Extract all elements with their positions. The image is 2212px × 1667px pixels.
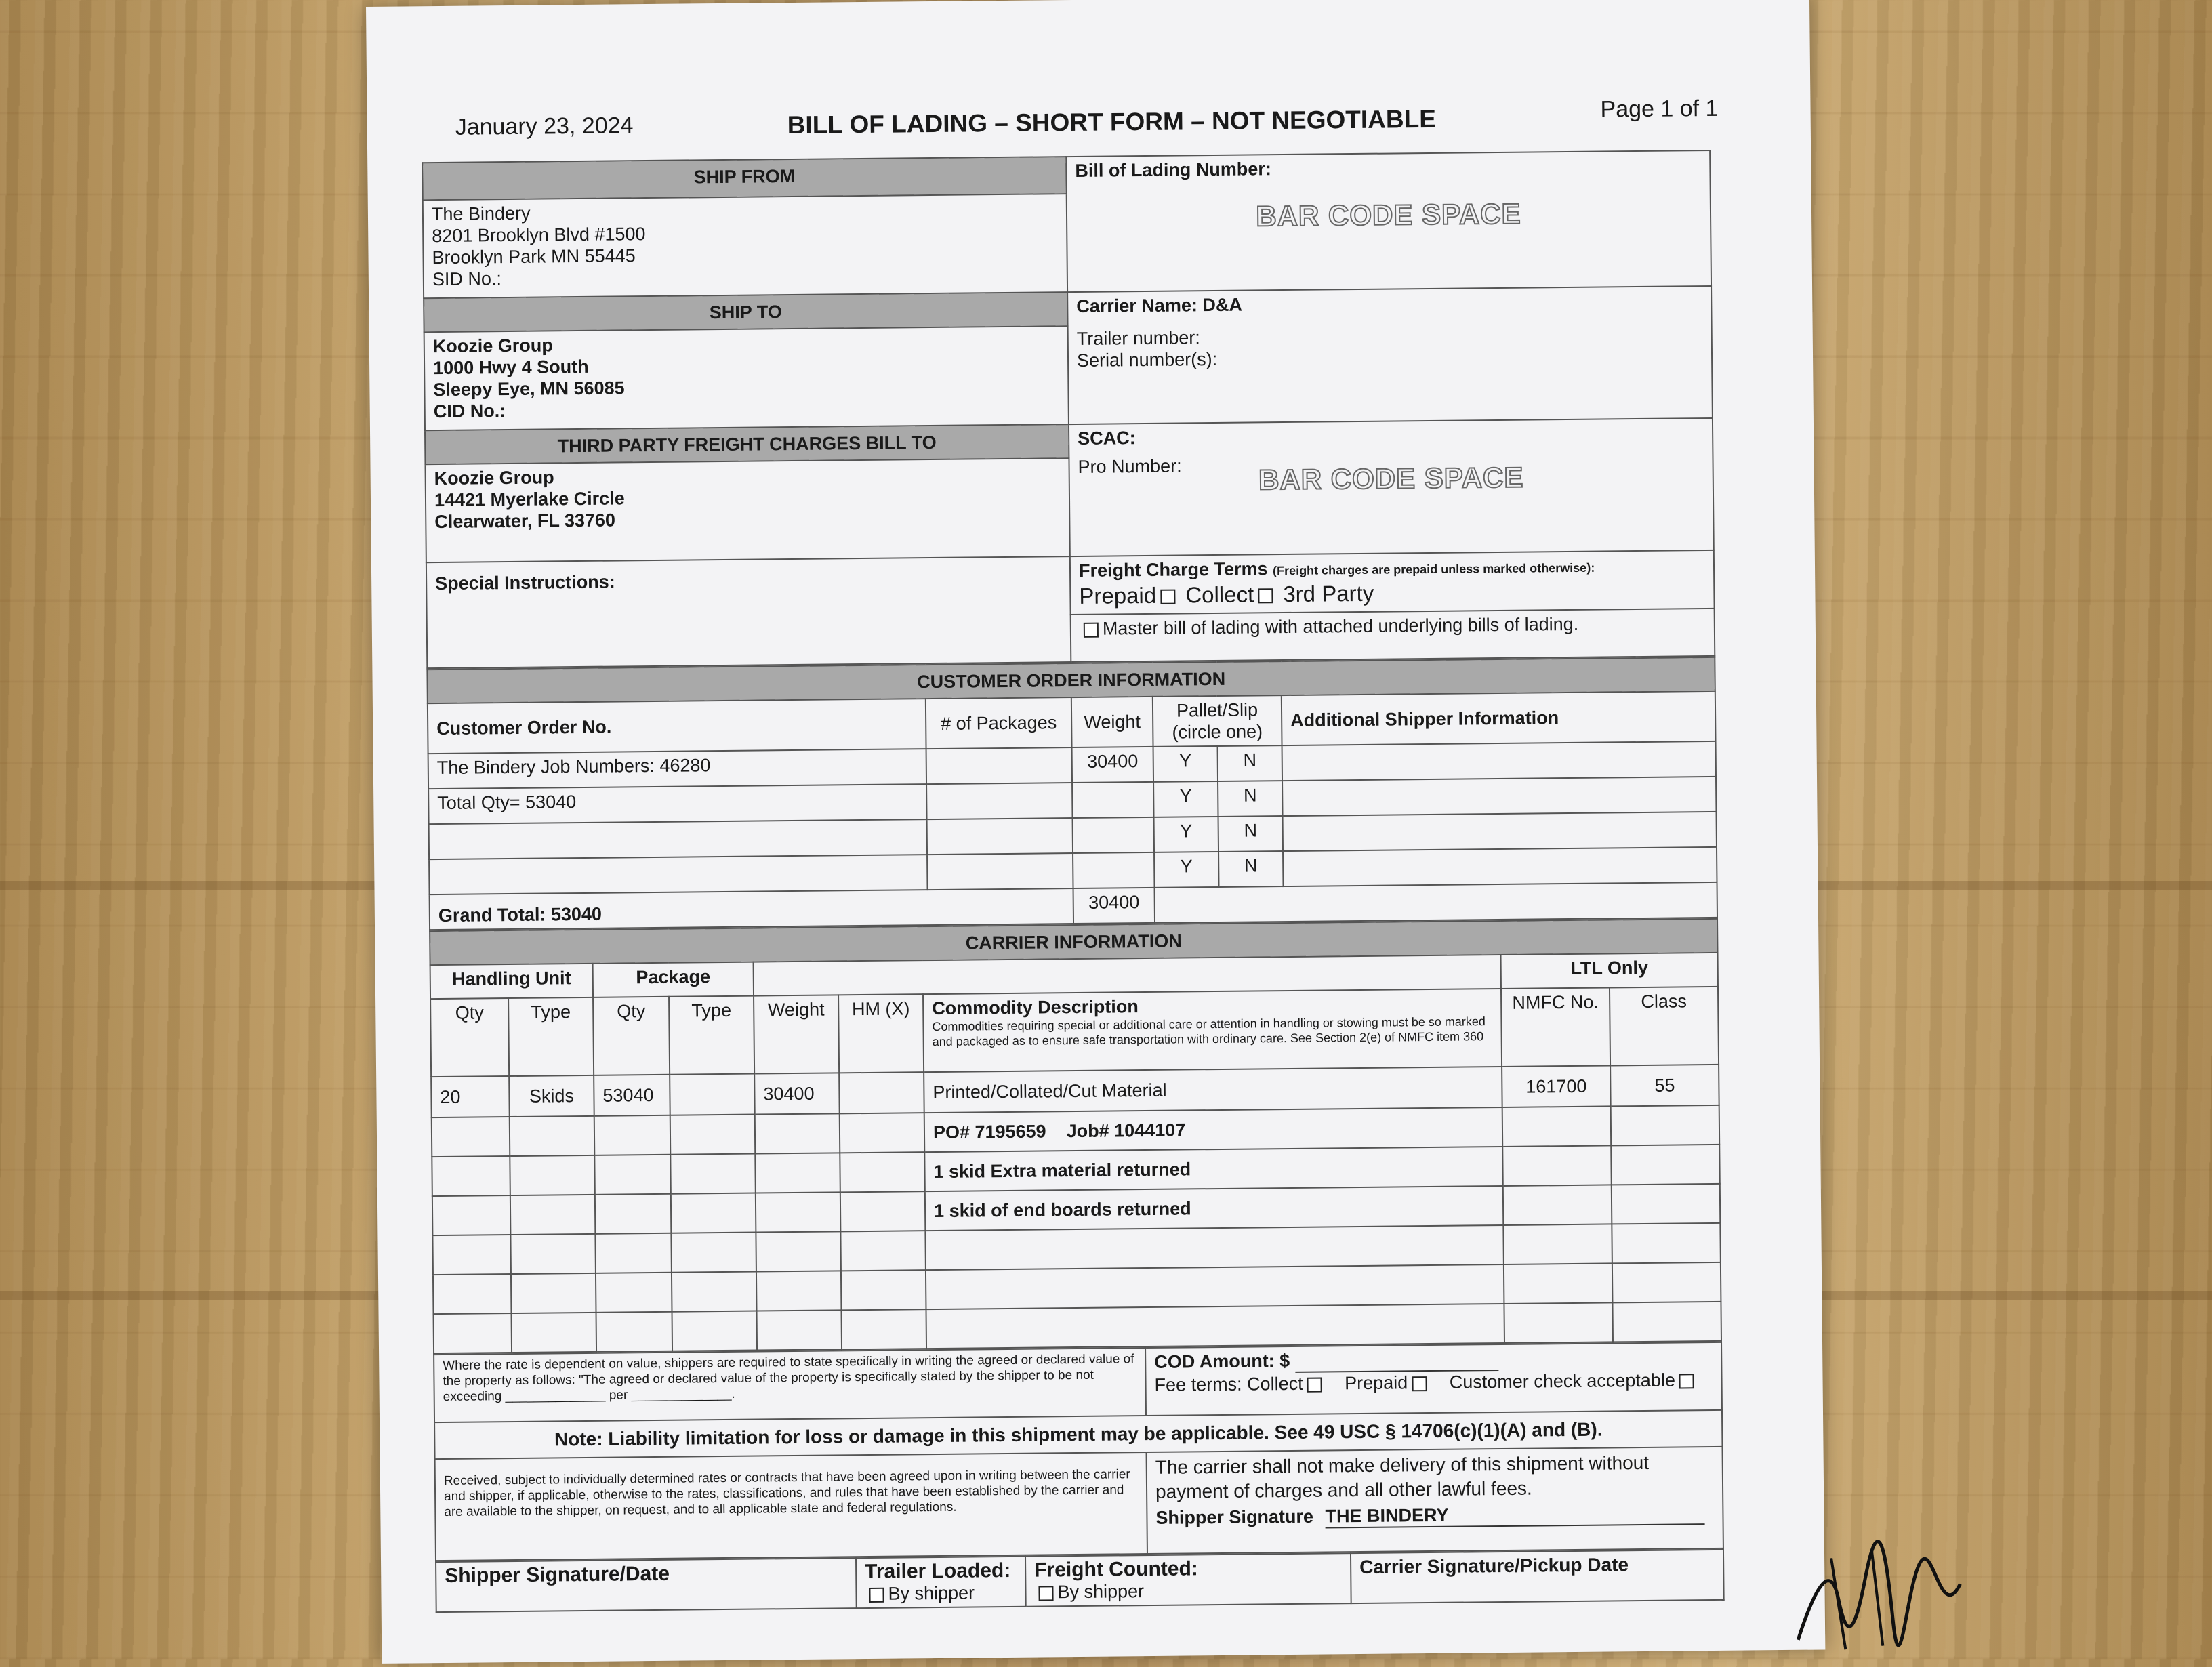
pallet-yes[interactable]: Y: [1153, 746, 1218, 782]
hm-cell: [839, 1072, 924, 1113]
form-body: [422, 150, 1723, 1613]
parties-table: [422, 150, 1715, 669]
col-pallet-slip: Pallet/Slip (circle one): [1153, 695, 1282, 747]
col-pkg-type: Type: [669, 996, 754, 1075]
hu-qty-cell: [434, 1313, 512, 1353]
fee-prepaid-checkbox[interactable]: [1412, 1376, 1427, 1391]
weight-cell: [1073, 852, 1154, 888]
col-additional-info: Additional Shipper Information: [1282, 691, 1716, 745]
handwritten-signature: [1790, 1536, 1968, 1653]
carrier-info-heading: CARRIER INFORMATION: [430, 919, 1717, 965]
col-pkg-qty: Qty: [593, 997, 670, 1075]
customer-check: Customer check acceptable: [1449, 1370, 1676, 1393]
master-bol-text: Master bill of lading with attached underlying bills of lading.: [1102, 613, 1579, 639]
hm-cell: [840, 1191, 926, 1231]
nmfc-cell: [1502, 1145, 1612, 1186]
additional-cell: [1283, 812, 1717, 851]
freight-terms-note: (Freight charges are prepaid unless marked otherwise):: [1273, 560, 1595, 578]
carrier-delivery-text: The carrier shall not make delivery of this shipment without payment of charges and all other lawful fees.: [1155, 1452, 1650, 1502]
third-party-line: Clearwater, FL 33760: [434, 510, 616, 533]
freight-terms-label: Freight Charge Terms: [1078, 558, 1268, 581]
ship-to-line: Koozie Group: [432, 335, 553, 357]
hu-qty-cell: [432, 1235, 511, 1275]
commodity-cell: Printed/Collated/Cut Material: [924, 1067, 1502, 1113]
third-party-address: [425, 458, 1069, 562]
nmfc-cell: [1503, 1224, 1612, 1264]
ship-to-line: 1000 Hwy 4 South: [432, 356, 589, 379]
col-class: Class: [1610, 987, 1719, 1066]
order-cell: Total Qty= 53040: [428, 784, 926, 824]
trailer-by-shipper-checkbox[interactable]: [869, 1588, 884, 1603]
order-cell: [429, 819, 927, 859]
weight-cell: [757, 1310, 842, 1350]
hu-type-cell: [511, 1273, 596, 1313]
fee-collect-checkbox[interactable]: [1307, 1377, 1322, 1392]
packages-cell: [926, 747, 1072, 784]
col-nmfc: NMFC No.: [1501, 987, 1610, 1067]
received-text: Received, subject to individually determined rates or contracts that have been agreed upon in writing between the carrier and shipper, if applicable, otherwise to the rates, classifications, and rules that have been established by the carrier and are available to the shipper, on request, and to all applicable state and federal regulations.: [435, 1452, 1147, 1561]
pro-barcode: BAR CODE SPACE: [1258, 461, 1524, 496]
pkg-type-cell: [672, 1311, 758, 1351]
shipper-signature-label: Shipper Signature: [1155, 1506, 1314, 1528]
ship-from-line: SID No.:: [432, 268, 502, 290]
document-date: January 23, 2024: [455, 112, 634, 140]
additional-cell: [1283, 847, 1717, 886]
hu-type-cell: [510, 1116, 595, 1156]
trailer-loaded-label: Trailer Loaded:: [865, 1559, 1011, 1584]
shipper-sig-date-label: Shipper Signature/Date: [436, 1558, 857, 1612]
class-cell: [1612, 1262, 1721, 1303]
class-cell: [1612, 1302, 1721, 1342]
value-cod-table: [433, 1342, 1724, 1561]
hm-cell: [840, 1231, 926, 1271]
master-bol-cell: [1071, 609, 1715, 662]
additional-cell: [1282, 741, 1717, 781]
pallet-yes[interactable]: Y: [1153, 781, 1218, 817]
commodity-description-label: Commodity Description: [932, 996, 1139, 1019]
weight-cell: 30400: [1072, 747, 1153, 783]
scac-label: SCAC:: [1078, 428, 1136, 449]
hm-cell: [841, 1270, 926, 1310]
order-cell: The Bindery Job Numbers: 46280: [428, 749, 926, 789]
cod-amount-field[interactable]: [1295, 1348, 1498, 1373]
additional-cell: [1282, 777, 1717, 816]
prepaid-checkbox[interactable]: [1160, 590, 1175, 604]
trailer-loaded-cell: [856, 1557, 1026, 1608]
bol-number-cell: [1066, 150, 1711, 292]
shipper-signature-value: THE BINDERY: [1325, 1502, 1704, 1528]
pkg-qty-cell: [595, 1233, 672, 1273]
col-hu-qty: Qty: [430, 998, 509, 1077]
pallet-no[interactable]: N: [1218, 781, 1282, 817]
pkg-qty-cell: [596, 1273, 672, 1313]
pallet-no[interactable]: N: [1218, 816, 1283, 852]
packages-cell: [926, 783, 1072, 819]
liability-note: Note: Liability limitation for loss or damage in this shipment may be applicable. See 49 USC § 14706(c)(1)(A) and (B).: [434, 1410, 1722, 1459]
nmfc-cell: [1503, 1185, 1612, 1225]
ship-to-address: [424, 326, 1069, 430]
weight-cell: 30400: [754, 1073, 840, 1114]
pkg-type-cell: [671, 1193, 756, 1233]
fee-terms-collect: Fee terms: Collect: [1154, 1373, 1303, 1395]
pkg-type-cell: [670, 1074, 755, 1115]
pallet-no[interactable]: N: [1218, 745, 1282, 781]
weight-cell: [1072, 782, 1153, 818]
hu-qty-cell: 20: [431, 1076, 510, 1117]
prepaid-option[interactable]: Prepaid: [1079, 582, 1157, 609]
bol-barcode: BAR CODE SPACE: [1256, 197, 1521, 232]
page-number: Page 1 of 1: [1600, 95, 1719, 123]
cod-amount-label: COD Amount: $: [1154, 1351, 1290, 1372]
class-cell: 55: [1610, 1065, 1719, 1107]
customer-order-heading: CUSTOMER ORDER INFORMATION: [427, 657, 1715, 703]
hu-type-cell: [510, 1195, 596, 1235]
grand-total: Grand Total: 53040: [430, 888, 1073, 930]
pkg-qty-cell: [594, 1115, 671, 1155]
pkg-qty-cell: [596, 1312, 673, 1352]
ship-from-heading: SHIP FROM: [422, 157, 1066, 200]
third-party-line: Koozie Group: [434, 467, 554, 489]
weight-cell: [755, 1153, 840, 1193]
pkg-qty-cell: [594, 1155, 671, 1195]
trailer-by-shipper: By shipper: [888, 1582, 975, 1604]
col-weight: Weight: [1071, 697, 1153, 747]
bill-of-lading-sheet: [366, 0, 1825, 1664]
ship-from-address: [423, 194, 1067, 298]
hu-qty-cell: [432, 1195, 511, 1235]
col-commodity: [923, 989, 1502, 1072]
document-title: BILL OF LADING – SHORT FORM – NOT NEGOTIABLE: [787, 104, 1437, 140]
pallet-no[interactable]: N: [1218, 851, 1283, 887]
third-party-option[interactable]: 3rd Party: [1283, 580, 1374, 607]
hm-cell: [840, 1113, 925, 1153]
hu-type-cell: [510, 1234, 596, 1274]
hu-type-cell: Skids: [509, 1075, 594, 1117]
col-packages: # of Packages: [926, 697, 1072, 749]
freight-counted-label: Freight Counted:: [1034, 1557, 1198, 1582]
handling-unit-header: Handling Unit: [430, 964, 593, 999]
nmfc-cell: [1504, 1302, 1613, 1343]
grand-total-spacer: [1155, 882, 1718, 923]
collect-option[interactable]: Collect: [1185, 581, 1254, 608]
carrier-info-table: [429, 918, 1722, 1354]
carrier-signature-label: Carrier Signature/Pickup Date: [1351, 1550, 1724, 1603]
pkg-type-cell: [670, 1154, 756, 1194]
pallet-yes[interactable]: Y: [1154, 817, 1218, 852]
ship-from-line: The Bindery: [431, 203, 531, 225]
trailer-number-label: Trailer number:: [1076, 327, 1200, 349]
commodity-cell: [926, 1264, 1504, 1309]
hu-qty-cell: [432, 1156, 510, 1196]
pro-number-label: Pro Number:: [1078, 455, 1182, 477]
grand-total-weight: 30400: [1073, 888, 1155, 924]
serial-number-label: Serial number(s):: [1076, 348, 1218, 371]
weight-cell: [756, 1271, 842, 1311]
hm-cell: [841, 1309, 926, 1349]
pkg-type-cell: [671, 1233, 756, 1273]
commodity-cell: [926, 1304, 1504, 1349]
ship-from-line: 8201 Brooklyn Blvd #1500: [432, 224, 646, 247]
hu-type-cell: [510, 1155, 595, 1195]
class-cell: [1611, 1105, 1720, 1146]
hu-qty-cell: [432, 1117, 510, 1157]
ship-from-line: Brooklyn Park MN 55445: [432, 245, 636, 268]
class-cell: [1611, 1145, 1720, 1185]
third-party-heading: THIRD PARTY FREIGHT CHARGES BILL TO: [425, 424, 1069, 464]
pkg-type-cell: [670, 1115, 756, 1155]
ltl-only-header: LTL Only: [1501, 953, 1719, 989]
pkg-qty-cell: 53040: [594, 1075, 670, 1116]
weight-cell: [1073, 817, 1154, 853]
third-party-line: 14421 Myerlake Circle: [434, 488, 625, 511]
commodity-note: Commodities requiring special or additional care or attention in handling or stowing must be so marked and packaged as to ensure safe transportation with ordinary care. See Section 2(e) of NMFC item 360: [932, 1014, 1486, 1049]
class-cell: [1612, 1184, 1721, 1224]
bol-number-label: Bill of Lading Number:: [1075, 159, 1272, 181]
col-hm: HM (X): [838, 994, 924, 1073]
nmfc-cell: [1504, 1263, 1613, 1304]
col-weight: Weight: [754, 995, 839, 1073]
customer-check-checkbox[interactable]: [1679, 1374, 1694, 1388]
declared-value-text: Where the rate is dependent on value, shippers are required to state specifically in writing the agreed or declared value of the property as follows: "The agreed or declared value of the property is specifically stated by the shipper to be not exceeding ______________ per ______________.: [434, 1348, 1146, 1422]
special-instructions: Special Instructions:: [426, 556, 1071, 668]
class-cell: [1612, 1223, 1721, 1264]
scac-cell: [1069, 418, 1714, 556]
ship-to-line: CID No.:: [433, 400, 506, 422]
carrier-name-value: D&A: [1202, 294, 1243, 316]
hm-cell: [840, 1152, 925, 1192]
commodity-cell: 1 skid of end boards returned: [925, 1186, 1504, 1231]
pallet-yes[interactable]: Y: [1154, 852, 1218, 888]
pkg-type-cell: [672, 1272, 757, 1312]
packages-cell: [927, 818, 1073, 855]
nmfc-cell: 161700: [1502, 1065, 1611, 1107]
fee-terms-prepaid: Prepaid: [1344, 1372, 1408, 1394]
commodity-cell: [925, 1225, 1504, 1270]
carrier-name-cell: [1067, 286, 1713, 424]
package-header: Package: [593, 962, 754, 997]
col-customer-order: Customer Order No.: [428, 699, 926, 754]
carrier-delivery-cell: [1147, 1447, 1723, 1554]
hu-qty-cell: [433, 1274, 512, 1314]
collect-checkbox[interactable]: [1258, 588, 1273, 603]
master-bol-checkbox[interactable]: [1084, 623, 1099, 638]
freight-by-shipper-checkbox[interactable]: [1038, 1586, 1053, 1601]
col-hu-type: Type: [508, 997, 594, 1076]
commodity-cell: 1 skid Extra material returned: [924, 1147, 1503, 1191]
hu-type-cell: [512, 1313, 597, 1353]
pkg-qty-cell: [595, 1194, 672, 1234]
ship-to-heading: SHIP TO: [424, 292, 1067, 332]
freight-charge-terms: [1070, 550, 1715, 615]
freight-counted-cell: [1025, 1553, 1351, 1607]
commodity-cell: PO# 7195659 Job# 1044107: [924, 1107, 1503, 1152]
freight-by-shipper: By shipper: [1057, 1581, 1145, 1603]
cod-cell: [1145, 1342, 1722, 1416]
customer-order-table: [426, 657, 1718, 930]
weight-cell: [756, 1192, 841, 1232]
ship-to-line: Sleepy Eye, MN 56085: [433, 377, 625, 400]
order-cell: [429, 855, 927, 894]
packages-cell: [927, 853, 1073, 890]
weight-cell: [755, 1113, 840, 1153]
nmfc-cell: [1502, 1106, 1612, 1147]
weight-cell: [756, 1231, 841, 1271]
carrier-name-label: Carrier Name:: [1076, 295, 1198, 316]
